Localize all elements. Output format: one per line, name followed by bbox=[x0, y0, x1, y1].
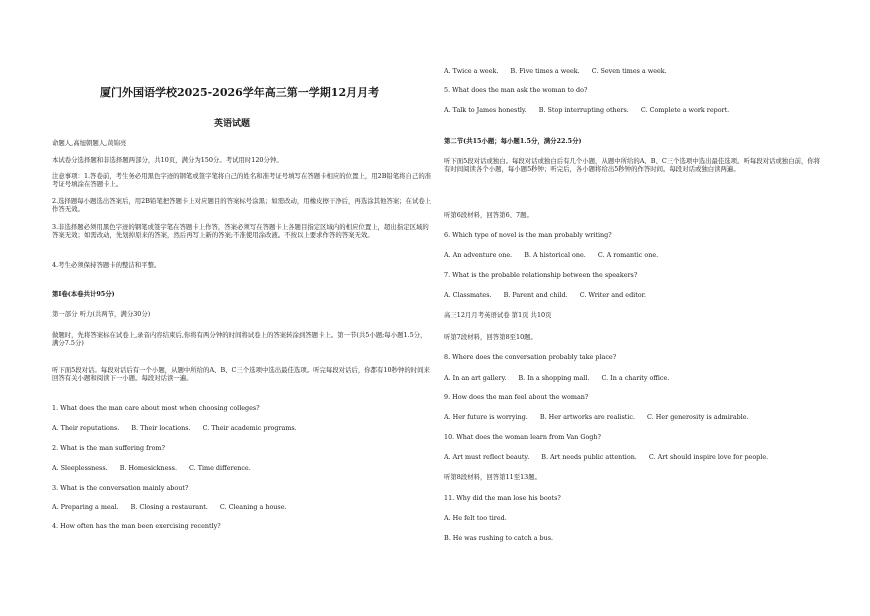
option-b: B. Art needs public attention. bbox=[541, 453, 637, 461]
note-4: 4.考生必须保持答题卡的整洁和平整。 bbox=[52, 261, 161, 269]
section-2-instructions: 听下面5段对话或独白。每段对话或独白后有几个小题，从题中所给的A、B、C三个选项中选出最佳选项。听每段对话或独白前，你将有时间阅读各个小题，每小题5秒钟；听完后，各小题将给出5秒钟的作答时间。每段对话或独白读两遍。 bbox=[444, 157, 821, 174]
option-c: C. Her generosity is admirable. bbox=[647, 413, 749, 421]
question-5-options bbox=[444, 106, 824, 114]
option-b: B. Parent and child. bbox=[503, 291, 568, 299]
question-11: 11. Why did the man lose his boots? bbox=[444, 494, 561, 502]
question-9: 9. How does the man feel about the woman? bbox=[444, 393, 589, 401]
option-c: C. Writer and editor. bbox=[579, 291, 647, 299]
option-b: B. Their locations. bbox=[131, 424, 191, 432]
option-b: B. Closing a restaurant. bbox=[130, 503, 208, 511]
question-5: 5. What does the man ask the woman to do? bbox=[444, 86, 588, 94]
question-7: 7. What is the probable relationship between the speakers? bbox=[444, 271, 638, 279]
page-footer-line: 高三12月月考英语试卷 第1页 共10页 bbox=[444, 311, 552, 319]
option-b: B. In a shopping mall. bbox=[518, 374, 590, 382]
listening-instructions-2: 听下面5段对话。每段对话后有一个小题，从题中所给的A、B、C三个选项中选出最佳选项。听完每段对话后，你都有10秒钟的时间来回答有关小题和阅读下一小题。每段对话读一遍。 bbox=[52, 366, 430, 383]
exam-title: 厦门外国语学校2025-2026学年高三第一学期12月月考 bbox=[100, 86, 380, 99]
question-6: 6. Which type of novel is the man probably writing? bbox=[444, 231, 612, 239]
question-9-options bbox=[444, 413, 824, 421]
question-11-option-b: B. He was rushing to catch a bus. bbox=[444, 534, 554, 542]
question-3: 3. What is the conversation mainly about? bbox=[52, 484, 189, 492]
note-2: 2.选择题每小题选出答案后，用2B铅笔把答题卡上对应题目的答案标号涂黑；如需改动，用橡皮擦干净后，再选涂其他答案；在试卷上作答无效。 bbox=[52, 197, 432, 214]
option-c: C. Art should inspire love for people. bbox=[648, 453, 769, 461]
option-c: C. Their academic programs. bbox=[202, 424, 297, 432]
option-b: B. Her artworks are realistic. bbox=[539, 413, 635, 421]
option-b: B. A historical one. bbox=[524, 251, 586, 259]
option-c: C. Time difference. bbox=[189, 464, 251, 472]
question-10: 10. What does the woman learn from Van Gogh? bbox=[444, 433, 601, 441]
part-1-subheading: 第一部分 听力(共两节，满分30分) bbox=[52, 310, 151, 318]
option-c: C. Seven times a week. bbox=[591, 67, 667, 75]
material-7-instruction: 听第7段材料，回答第8至10题。 bbox=[444, 333, 537, 341]
option-a: A. Talk to James honestly. bbox=[444, 106, 527, 114]
option-a: A. Sleeplessness. bbox=[52, 464, 108, 472]
question-6-options bbox=[444, 251, 824, 259]
option-a: A. Preparing a meal. bbox=[52, 503, 119, 511]
question-2-options bbox=[52, 464, 432, 472]
listening-instructions-1: 做题时，先将答案标在试卷上,录音内容结束后,你将有两分钟的时间将试卷上的答案转涂到答题卡上。第一节(共5小题;每小题1.5分，满分7.5分) bbox=[52, 331, 427, 348]
question-4-options bbox=[444, 67, 824, 75]
option-a: A. Twice a week. bbox=[444, 67, 499, 75]
option-a: A. Their reputations. bbox=[52, 424, 120, 432]
question-2: 2. What is the man suffering from? bbox=[52, 444, 165, 452]
option-a: A. Her future is worrying. bbox=[444, 413, 528, 421]
note-3: 3.非选择题必须用黑色字迹的钢笔或签字笔在答题卡上作答，答案必须写在答题卡上各题目指定区域内的相应位置上，超出指定区域的答案无效；如需改动，先划掉原来的答案，然后再写上新的答案;不准使用涂改液。不按以上要求作答的答案无效。 bbox=[52, 223, 429, 240]
question-11-option-a: A. He felt too tired. bbox=[444, 514, 507, 522]
option-a: A. In an art gallery. bbox=[444, 374, 507, 382]
option-b: B. Five times a week. bbox=[510, 67, 580, 75]
material-8-instruction: 听第8段材料，回答第11至13题。 bbox=[444, 473, 542, 481]
option-b: B. Homesickness. bbox=[119, 464, 177, 472]
note-1: 注意事项：1.答卷前，考生务必用黑色字迹的钢笔或签字笔将自己的姓名和准考证号填写在答题卡相应的位置上，用2B铅笔将自己的准考证号填涂在答题卡上。 bbox=[52, 172, 432, 189]
question-3-options bbox=[52, 503, 432, 511]
authors-line: 命题人,高旭朝题人,黄锦亮 bbox=[52, 139, 127, 147]
question-8-options bbox=[444, 374, 824, 382]
question-8: 8. Where does the conversation probably take place? bbox=[444, 353, 617, 361]
question-4: 4. How often has the man been exercising recently? bbox=[52, 522, 221, 530]
option-c: C. In a charity office. bbox=[601, 374, 670, 382]
question-1-options bbox=[52, 424, 432, 432]
option-c: C. A romantic one. bbox=[597, 251, 659, 259]
material-6-instruction: 听第6段材料，回答第6、7题。 bbox=[444, 211, 533, 219]
part-1-heading: 第I卷(本卷共计95分) bbox=[52, 290, 115, 298]
option-a: A. Classmates. bbox=[444, 291, 492, 299]
question-7-options bbox=[444, 291, 824, 299]
option-c: C. Cleaning a house. bbox=[219, 503, 287, 511]
option-b: B. Stop interrupting others. bbox=[538, 106, 629, 114]
intro-text: 本试卷分选择题和非选择题两部分，共10页，满分为150分。考试用时120分钟。 bbox=[52, 156, 283, 164]
option-a: A. An adventure one. bbox=[444, 251, 513, 259]
option-a: A. Art must reflect beauty. bbox=[444, 453, 530, 461]
question-10-options bbox=[444, 453, 824, 461]
question-1: 1. What does the man care about most when choosing colleges? bbox=[52, 404, 260, 412]
section-2-heading: 第二节(共15小题；每小题1.5分，满分22.5分) bbox=[444, 137, 582, 145]
exam-subtitle: 英语试题 bbox=[214, 119, 251, 129]
option-c: C. Complete a work report. bbox=[640, 106, 730, 114]
